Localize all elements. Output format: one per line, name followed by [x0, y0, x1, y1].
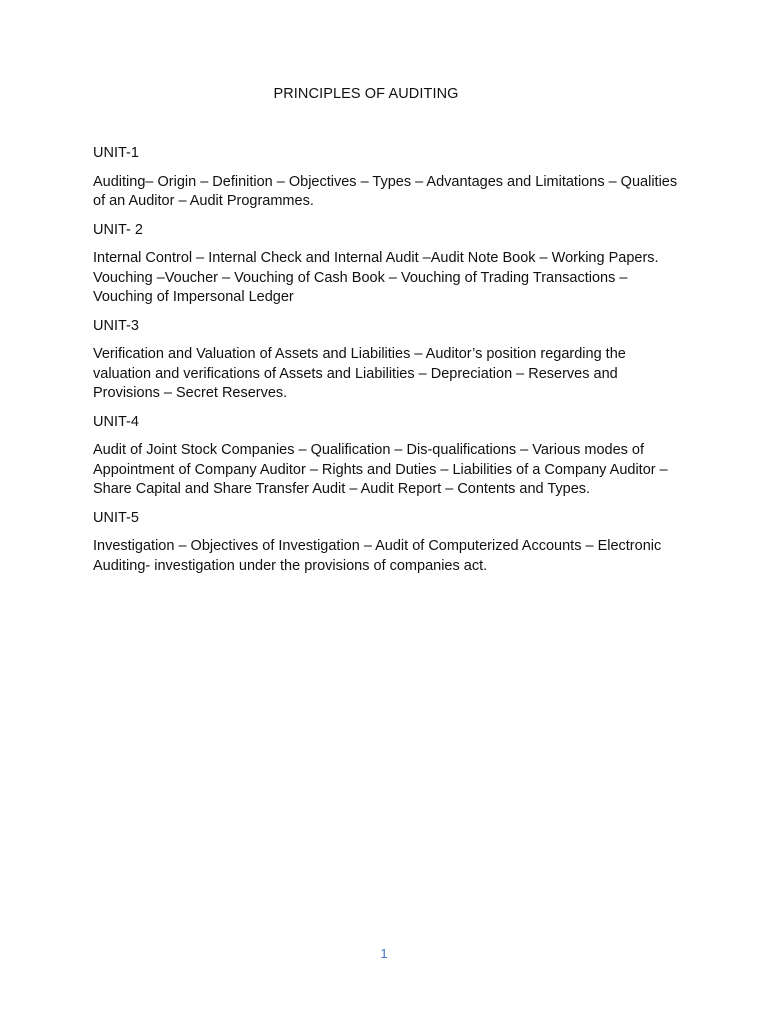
document-title: PRINCIPLES OF AUDITING	[273, 86, 459, 102]
unit-section	[93, 221, 683, 308]
unit-description: Verification and Valuation of Assets and Liabilities – Auditor’s position regarding the valuation and verifications of Assets and Liabilities – Depreciation – Reserves and Provisions – Secret Reserves.	[93, 346, 626, 401]
unit-heading: UNIT-5	[93, 509, 139, 526]
unit-description: Internal Control – Internal Check and Internal Audit –Audit Note Book – Working Papers. Vouching –Voucher – Vouching of Cash Book – Vouching of Trading Transactions – Vouching of Impersonal Ledger	[93, 250, 659, 305]
unit-section	[93, 144, 683, 212]
unit-section	[93, 509, 683, 577]
unit-heading: UNIT- 2	[93, 221, 143, 238]
unit-heading: UNIT-4	[93, 413, 139, 430]
unit-section	[93, 317, 683, 404]
unit-heading: UNIT-3	[93, 317, 139, 334]
unit-description: Auditing– Origin – Definition – Objectives – Types – Advantages and Limitations – Qualities of an Auditor – Audit Programmes.	[93, 173, 678, 209]
unit-heading: UNIT-1	[93, 145, 139, 161]
unit-description: Investigation – Objectives of Investigation – Audit of Computerized Accounts – Electronic Auditing- investigation under the provisions of companies act.	[93, 538, 662, 574]
unit-section	[93, 413, 683, 500]
unit-description: Audit of Joint Stock Companies – Qualification – Dis-qualifications – Various modes of Appointment of Company Auditor – Rights and Duties – Liabilities of a Company Auditor – Share Capital and Share Transfer Audit – Audit Report – Contents and Types.	[93, 442, 668, 497]
page-number: 1	[380, 946, 388, 961]
syllabus-content	[93, 144, 683, 585]
